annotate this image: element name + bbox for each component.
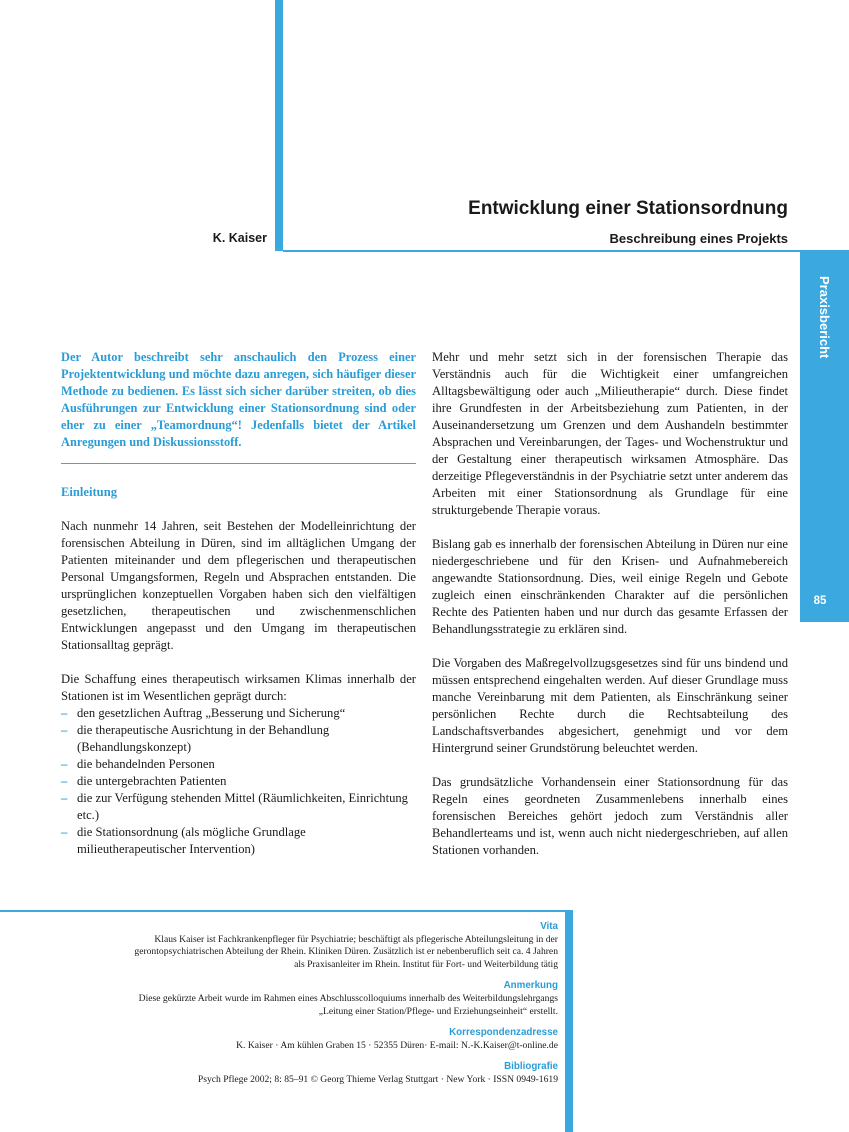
vita-line: als Praxisanleiter im Rhein. Institut für Fort- und Weiterbildung tätig — [294, 958, 558, 970]
abstract-divider — [61, 463, 416, 464]
list-item: – die therapeutische Ausrichtung in der Behandlung (Behandlungskonzept) — [61, 723, 330, 754]
footer-rule — [0, 910, 565, 912]
body-paragraph: Die Vorgaben des Maßregelvollzugsgesetzes sind für uns bindend und müssen entsprechend eingehalten werden. Auf dieser Grundlage muss manche Vereinbarung mit dem Patienten, als Einschränkung seiner persönlichen Rechte durch die Rechtsabteilung des Landschaftsverbandes abgesichert, genehmigt und vor dem Hintergrund seiner Grundstörung beleuchtet werden. — [432, 656, 788, 755]
vita-heading: Vita — [540, 921, 558, 932]
list-item: – die zur Verfügung stehenden Mittel (Räumlichkeiten, Einrichtung etc.) — [61, 791, 408, 822]
section-heading: Einleitung — [61, 485, 117, 499]
factor-list — [61, 705, 416, 858]
address-line: K. Kaiser · Am kühlen Graben 15 · 52355 Düren· E-mail: N.-K.Kaiser@t-online.de — [236, 1039, 558, 1051]
section-label: Praxisbericht — [817, 276, 832, 359]
vita-line: gerontopsychiatrischen Abteilung der Rhein. Kliniken Düren. Zusätzlich ist er nebenberuflich seit ca. 4 Jahren — [134, 946, 558, 958]
abstract: Der Autor beschreibt sehr anschaulich den Prozess einer Projektentwicklung und möchte dazu anregen, sich häufiger dieser Methode zu bedienen. Es lässt sich sicher darüber streiten, ob dies Ausführungen zur Entwicklung einer Stationsordnung sind oder eher zu einer „Teamordnung“! Jedenfalls bietet der Artikel Anregungen und Diskussionsstoff. — [61, 350, 416, 449]
article-title: Entwicklung einer Stationsordnung — [468, 198, 788, 219]
list-item: – die behandelnden Personen — [61, 757, 215, 771]
body-paragraph: Bislang gab es innerhalb der forensischen Abteilung in Düren nur eine niedergeschriebene und für den Krisen- und Aufnahmebereich angewandte Stationsordnung. Dies, weil einige Regeln und Gebote zugleich einen einschränkenden Charakter auf die persönlichen Rechte des Patienten haben und nur durch das gesamte Erfassen der Behandlungsstrategie zu erklären sind. — [432, 537, 788, 636]
article-subtitle: Beschreibung eines Projekts — [609, 231, 788, 246]
right-column — [432, 349, 788, 876]
body-paragraph: Das grundsätzliche Vorhandensein einer Stationsordnung für das Regeln eines geordneten Zusammenlebens innerhalb eines forensischen Bereiches gehört jedoch zum Verständnis aller Behandlerteams und ist, wenn auch nicht niedergeschrieben, auf allen Stationen vorhanden. — [432, 775, 788, 857]
list-dash: – — [61, 791, 68, 805]
body-paragraph: Mehr und mehr setzt sich in der forensischen Therapie das Verständnis auch für die Wichtigkeit einer umfangreichen Alltagsbewältigung oder auch „Milieutherapie“ durch. Diese findet ihre Grundfesten in der Arbeitsbeziehung zum Patienten, in der Auseinandersetzung um Grenzen und dem Aushandeln bestimmter Absprachen und Vereinbarungen, der Tages- und Wochenstruktur und der Gestaltung einer therapeutisch wirksamen Atmosphäre. Das derzeitige Pflegeverständnis in der Psychiatrie setzt unter anderem das Arbeiten mit einer Stationsordnung als Grundlage für eine strukturgebende Therapie voraus. — [432, 350, 788, 517]
list-dash: – — [61, 757, 68, 771]
list-dash: – — [61, 774, 68, 788]
header-rule — [283, 250, 849, 252]
top-accent-bar — [275, 0, 283, 251]
list-item: – die untergebrachten Patienten — [61, 774, 227, 788]
address-heading: Korrespondenzadresse — [449, 1027, 558, 1039]
intro-paragraph-2: Die Schaffung eines therapeutisch wirksamen Klimas innerhalb der Stationen ist im Wesentlichen geprägt durch: — [61, 672, 416, 703]
note-line: „Leitung einer Station/Pflege- und Erziehungseinheit“ erstellt. — [318, 1005, 558, 1017]
intro-paragraph-1: Nach nunmehr 14 Jahren, seit Bestehen der Modelleinrichtung der forensischen Abteilung in Düren, sind im alltäglichen Umgang der Patienten miteinander und dem pflegerischen und therapeutischen Personal Umgangsformen, Regeln und Absprachen entstanden. Die ursprünglichen konzeptuellen Vorgaben haben sich den vielfältigen gesetzlichen, therapeutischen und zwischenmenschlichen Entwicklungen angepasst und den Umgang im therapeutischen Stationsalltag geprägt. — [61, 519, 416, 652]
list-item: – den gesetzlichen Auftrag „Besserung und Sicherung“ — [61, 706, 346, 720]
footer-accent-bar — [565, 910, 573, 1132]
list-dash: – — [61, 706, 68, 720]
vita-line: Klaus Kaiser ist Fachkrankenpfleger für Psychiatrie; beschäftigt als pflegerische Abteilungsleitung in der — [154, 933, 558, 945]
bibliography-line: Psych Pflege 2002; 8: 85–91 © Georg Thieme Verlag Stuttgart · New York · ISSN 0949-1619 — [197, 1073, 558, 1085]
list-dash: – — [61, 723, 68, 737]
list-item: – die Stationsordnung (als mögliche Grundlage milieutherapeutischer Intervention) — [61, 825, 306, 856]
author-name: K. Kaiser — [212, 231, 267, 245]
list-dash: – — [61, 825, 68, 839]
footer-info — [40, 921, 558, 1087]
note-line: Diese gekürzte Arbeit wurde im Rahmen eines Abschlusscolloquiums innerhalb des Weiterbildungslehrgangs — [138, 992, 558, 1004]
page-number: 85 — [813, 595, 827, 607]
bibliography-heading: Bibliografie — [504, 1061, 558, 1073]
note-heading: Anmerkung — [503, 980, 558, 992]
left-column — [61, 349, 416, 858]
